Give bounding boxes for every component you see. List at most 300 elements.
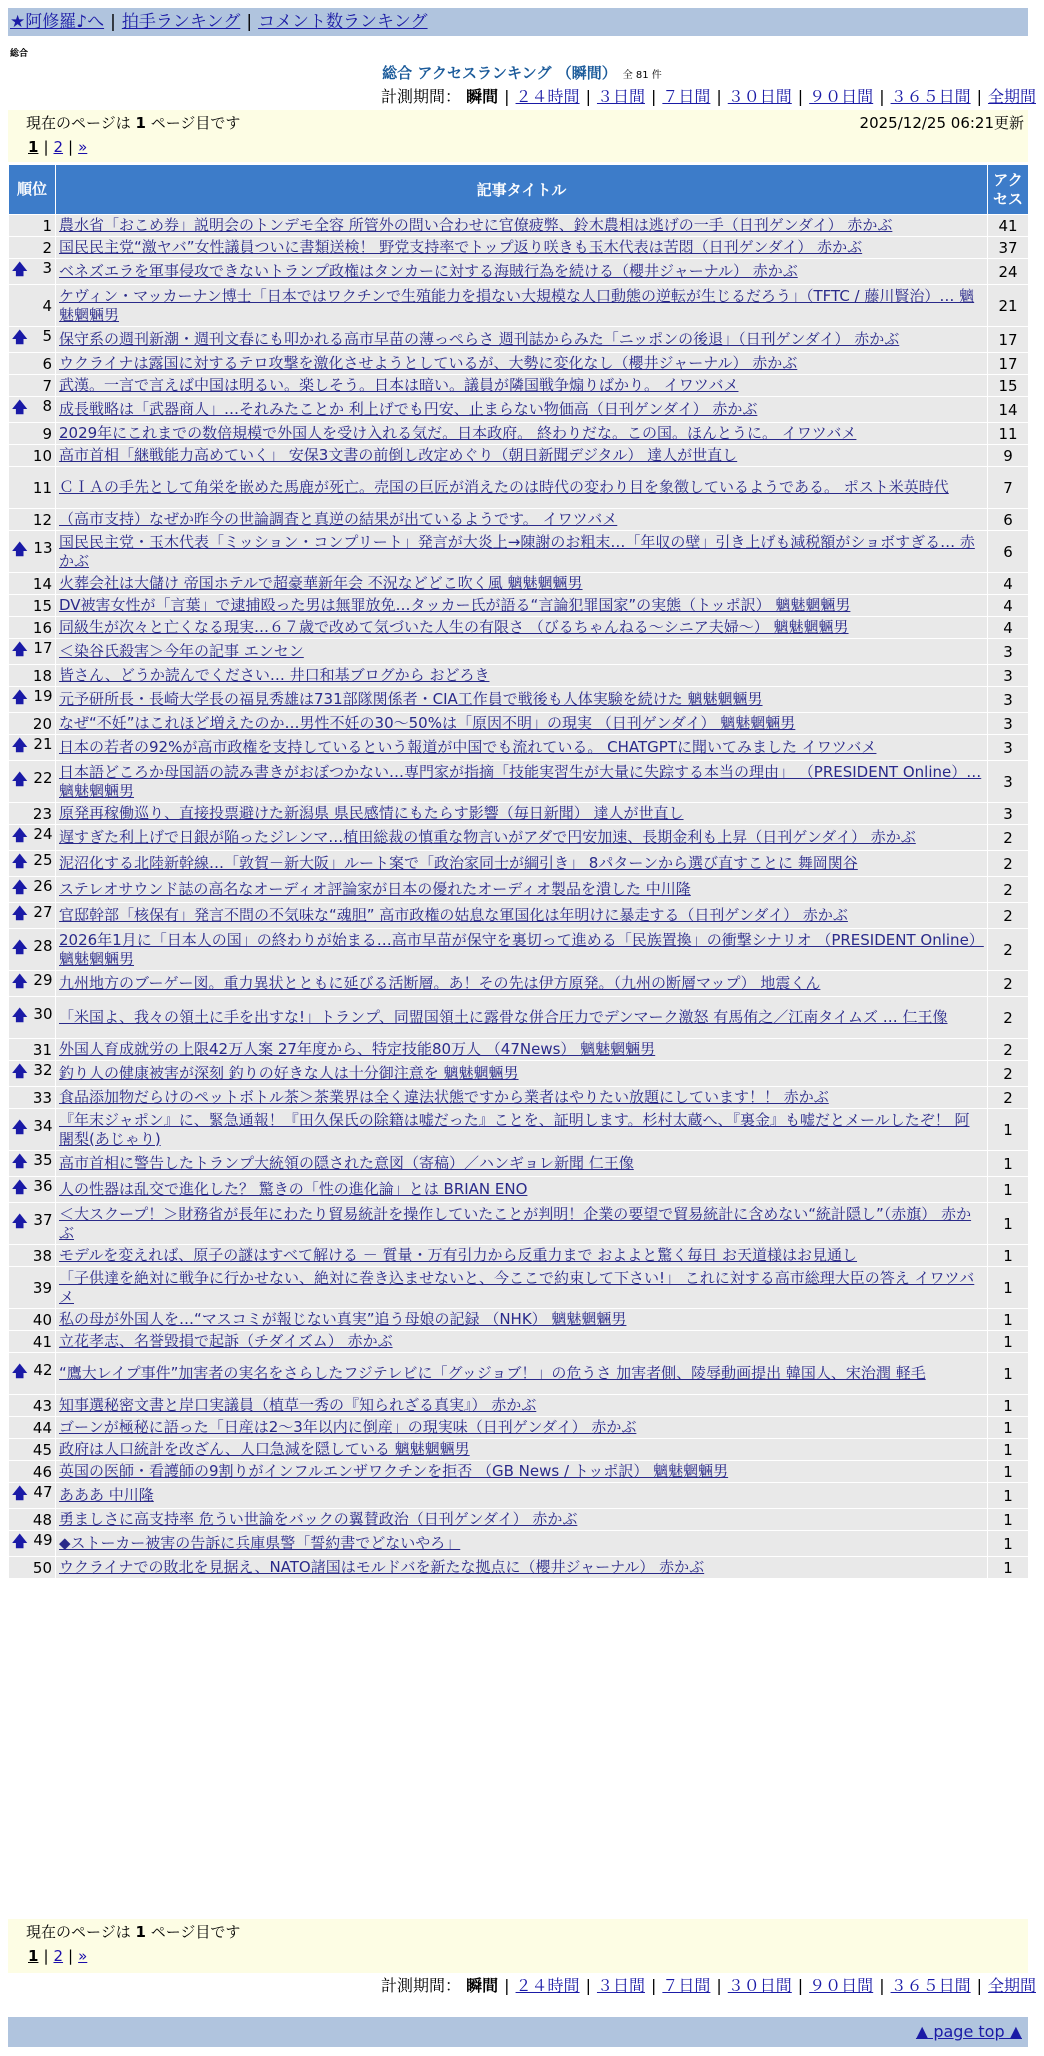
title-cell — [56, 327, 988, 353]
article-title-link[interactable]: 元予研所長・長崎大学長の福見秀雄は731部隊関係者・CIA工作員で戦後も人体実験を続けた 魑魅魍魎男 — [59, 690, 763, 708]
rank-up-arrow-icon: 🡅 — [12, 640, 28, 658]
rank-up-arrow-icon: 🡅 — [12, 1152, 28, 1170]
rank-up-arrow-icon: 🡅 — [12, 904, 28, 922]
access-count: 1 — [988, 1531, 1029, 1557]
rank-cell — [9, 1267, 56, 1309]
period-separator: | — [585, 1976, 591, 1995]
title-cell — [56, 687, 988, 713]
article-title-link[interactable]: あああ 中川隆 — [59, 1486, 154, 1504]
access-count: 3 — [988, 761, 1029, 803]
page-text-post: ページ目です — [150, 1923, 241, 1941]
rank-up-arrow-icon: 🡅 — [12, 540, 28, 558]
ranking-table — [8, 164, 1029, 1579]
rank-cell — [9, 285, 56, 327]
access-count: 1 — [988, 1309, 1029, 1331]
article-title-link[interactable]: 火葬会社は大儲け 帝国ホテルで超豪華新年会 不況などどこ吹く風 魑魅魍魎男 — [59, 574, 583, 592]
access-count: 3 — [988, 803, 1029, 825]
comment-ranking-link[interactable]: コメント数ランキング — [258, 12, 428, 32]
rank-cell — [9, 665, 56, 687]
ranking-title: 総合 アクセスランキング （瞬間） — [382, 64, 617, 82]
article-title-link[interactable]: ＜染谷氏殺害＞今年の記事 エンセン — [59, 642, 304, 660]
access-count: 37 — [988, 237, 1029, 259]
rank-cell — [9, 639, 56, 665]
table-row — [9, 1309, 1029, 1331]
article-title-link[interactable]: 政府は人口統計を改ざん、人口急減を隠している 魑魅魍魎男 — [59, 1440, 470, 1458]
article-title-link[interactable]: 泥沼化する北陸新幹線…「敦賀－新大阪」ルート案で「政治家同士が綱引き」 8パターンから選び直すことに 舞岡関谷 — [59, 854, 858, 872]
title-cell — [56, 573, 988, 595]
title-cell — [56, 595, 988, 617]
title-cell — [56, 1483, 988, 1509]
table-row — [9, 997, 1029, 1039]
table-row — [9, 713, 1029, 735]
title-cell — [56, 971, 988, 997]
title-cell — [56, 903, 988, 929]
article-title-link[interactable]: ウクライナは露国に対するテロ攻撃を激化させようとしているが、大勢に変化なし（櫻井ジャーナル） 赤かぶ — [59, 354, 798, 372]
nav-separator: | — [110, 12, 116, 32]
rank-number: 20 — [32, 714, 52, 733]
access-count: 1 — [988, 1203, 1029, 1245]
period-separator: | — [504, 87, 510, 106]
access-count: 2 — [988, 825, 1029, 851]
rank-number: 28 — [33, 937, 53, 955]
article-title-link[interactable]: 『年末ジャポン』に、緊急通報！『田久保氏の除籍は嘘だった』ことを、証明します。杉村太蔵へ、『裏金』も嘘だとメールしたぞ！ 阿闍梨(あじゃり) — [59, 1110, 970, 1148]
title-cell — [56, 423, 988, 445]
rank-cell — [9, 1557, 56, 1579]
table-row — [9, 665, 1029, 687]
period-separator: | — [797, 1976, 804, 1995]
period-link[interactable]: 全期間 — [987, 87, 1036, 106]
rank-cell — [9, 803, 56, 825]
table-row — [9, 687, 1029, 713]
period-link[interactable]: 全期間 — [987, 1976, 1036, 1995]
article-title-link[interactable]: 立花孝志、名誉毀損で起訴（チダイズム） 赤かぶ — [59, 1332, 393, 1350]
rank-number: 45 — [32, 1440, 52, 1459]
access-count: 3 — [988, 639, 1029, 665]
article-title-link[interactable]: ケヴィン・マッカーナン博士「日本ではワクチンで生殖能力を損ない大規模な人口動態の逆転が生じるだろう」（TFTC / 藤川賢治）… 魑魅魍魎男 — [59, 286, 975, 324]
page-text-pre: 現在のページは — [26, 114, 131, 132]
title-cell — [56, 1353, 988, 1395]
rank-up-arrow-icon: 🡅 — [12, 736, 28, 754]
table-row — [9, 825, 1029, 851]
title-cell — [56, 1245, 988, 1267]
article-title-link[interactable]: 私の母が外国人を…“マスコミが報じない真実”追う母娘の記録 （NHK） 魑魅魍魎男 — [59, 1310, 627, 1328]
page-2-link[interactable]: 2 — [53, 1947, 64, 1965]
title-cell — [56, 617, 988, 639]
article-title-link[interactable]: 英国の医師・看護師の9割りがインフルエンザワクチンを拒否 （GB News / トッポ訳） 魑魅魍魎男 — [59, 1462, 729, 1480]
article-title-link[interactable]: モデルを変えれば、原子の謎はすべて解ける － 質量・万有引力から反重力まで およよと驚く毎日 お天道様はお見通し — [59, 1246, 858, 1264]
period-link[interactable]: ３６５日間 — [890, 87, 971, 106]
period-separator: | — [879, 87, 885, 106]
period-separator: | — [976, 87, 982, 106]
page-separator: | — [43, 138, 49, 156]
title-cell — [56, 1109, 988, 1151]
rank-cell — [9, 1531, 56, 1557]
rank-number: 46 — [32, 1462, 52, 1481]
article-title-link[interactable]: 日本の若者の92%が高市政権を支持しているという報道が中国でも流れている。 CHATGPTに聞いてみました イワツバメ — [59, 738, 877, 756]
rank-number: 17 — [33, 639, 53, 657]
title-cell — [56, 237, 988, 259]
period-separator: | — [650, 87, 657, 106]
title-cell — [56, 735, 988, 761]
nav-separator: | — [246, 12, 253, 32]
table-row — [9, 1039, 1029, 1061]
article-title-link[interactable]: 日本語どころか母国語の読み書きがおぼつかない…専門家が指摘「技能実習生が大量に失踪する本当の理由」 （PRESIDENT Online）… 魑魅魍魎男 — [59, 762, 982, 800]
title-cell — [56, 1267, 988, 1309]
col-title-header: 記事タイトル — [56, 165, 988, 215]
title-cell — [56, 1331, 988, 1353]
rank-number: 5 — [42, 327, 52, 345]
table-row — [9, 445, 1029, 467]
table-row — [9, 1267, 1029, 1309]
table-row — [9, 1557, 1029, 1579]
rank-number: 29 — [33, 971, 53, 989]
title-cell — [56, 445, 988, 467]
rank-cell — [9, 237, 56, 259]
table-row — [9, 285, 1029, 327]
rank-cell — [9, 713, 56, 735]
period-link[interactable]: ９０日間 — [809, 87, 874, 106]
access-count: 1 — [988, 1417, 1029, 1439]
rank-up-arrow-icon: 🡅 — [12, 878, 28, 896]
access-count: 2 — [988, 851, 1029, 877]
period-separator: | — [585, 87, 591, 106]
article-title-link[interactable]: 高市首相「継戦能力高めていく」 安保3文書の前倒し改定めぐり（朝日新聞デジタル） 達人が世直し — [59, 446, 738, 464]
article-title-link[interactable]: 2029年にこれまでの数倍規模で外国人を受け入れる気だ。日本政府。 終わりだな。この国。ほんとうに。 イワツバメ — [59, 424, 857, 442]
table-row — [9, 1331, 1029, 1353]
access-count: 1 — [988, 1151, 1029, 1177]
rank-cell — [9, 997, 56, 1039]
period-selector-bottom — [381, 1975, 1036, 1997]
access-count: 1 — [988, 1245, 1029, 1267]
rank-cell — [9, 397, 56, 423]
rank-cell — [9, 1417, 56, 1439]
col-rank-header: 順位 — [9, 165, 56, 215]
access-count: 1 — [988, 1461, 1029, 1483]
access-count: 1 — [988, 1331, 1029, 1353]
rank-number: 34 — [33, 1117, 53, 1135]
rank-number: 13 — [33, 539, 53, 557]
rank-cell — [9, 573, 56, 595]
table-row — [9, 1439, 1029, 1461]
period-link[interactable]: ９０日間 — [809, 1976, 874, 1995]
rank-number: 40 — [32, 1310, 52, 1329]
next-page-link[interactable]: » — [78, 138, 88, 156]
rank-number: 6 — [42, 354, 52, 373]
access-count: 4 — [988, 573, 1029, 595]
rank-up-arrow-icon: 🡅 — [12, 1118, 28, 1136]
period-current: 瞬間 — [466, 1976, 499, 1995]
access-count: 1 — [988, 1439, 1029, 1461]
article-title-link[interactable]: 原発再稼働巡り、直接投票避けた新潟県 県民感情にもたらす影響（毎日新聞） 達人が世直し — [59, 804, 684, 822]
title-cell — [56, 509, 988, 531]
table-row — [9, 735, 1029, 761]
access-count: 2 — [988, 1087, 1029, 1109]
current-page-number: 1 — [135, 1923, 146, 1941]
article-title-link[interactable]: 国民民主党・玉木代表「ミッション・コンプリート」発言が大炎上→陳謝のお粗末…「年収の壁」引き上げも減税額がショボすぎる… 赤かぶ — [59, 532, 975, 570]
rank-up-arrow-icon: 🡅 — [12, 328, 28, 346]
page-title — [0, 62, 1044, 83]
period-separator: | — [797, 87, 804, 106]
rank-cell — [9, 971, 56, 997]
period-link[interactable]: ３６５日間 — [890, 1976, 971, 1995]
rank-number: 11 — [32, 478, 52, 497]
access-count: 3 — [988, 713, 1029, 735]
rank-up-arrow-icon: 🡅 — [12, 1006, 28, 1024]
title-cell — [56, 713, 988, 735]
article-title-link[interactable]: ベネズエラを軍事侵攻できないトランプ政権はタンカーに対する海賊行為を続ける（櫻井ジャーナル） 赤かぶ — [59, 262, 798, 280]
period-link[interactable]: ７日間 — [662, 87, 711, 106]
article-title-link[interactable]: 釣り人の健康被害が深刻 釣りの好きな人は十分御注意を 魑魅魍魎男 — [59, 1064, 519, 1082]
title-cell — [56, 259, 988, 285]
period-separator: | — [976, 1976, 982, 1995]
article-title-link[interactable]: 武漢。一言で言えば中国は明るい。楽しそう。日本は暗い。議員が隣国戦争煽りばかり。 イワツバメ — [59, 376, 739, 394]
rank-cell — [9, 1245, 56, 1267]
rank-up-arrow-icon: 🡅 — [12, 1362, 28, 1380]
article-title-link[interactable]: 食品添加物だらけのペットボトル茶＞茶業界は全く違法状態ですから業者はやりたい放題にしています！！ 赤かぶ — [59, 1088, 829, 1106]
rank-up-arrow-icon: 🡅 — [12, 852, 28, 870]
home-link[interactable]: ★阿修羅♪へ — [10, 12, 105, 32]
period-label: 計測期間： — [381, 1976, 462, 1995]
article-title-link[interactable]: 知事選秘密文書と岸口実議員（植草一秀の『知られざる真実』） 赤かぶ — [59, 1396, 537, 1414]
page-1: 1 — [28, 1947, 39, 1965]
rank-cell — [9, 531, 56, 573]
title-cell — [56, 1509, 988, 1531]
period-link[interactable]: ２４時間 — [515, 1976, 580, 1995]
rank-up-arrow-icon: 🡅 — [12, 1212, 28, 1230]
rank-up-arrow-icon: 🡅 — [12, 770, 28, 788]
pagination — [28, 1947, 87, 1965]
rank-number: 44 — [32, 1418, 52, 1437]
top-nav-bar — [8, 8, 1028, 36]
article-title-link[interactable]: 勇ましさに高支持率 危うい世論をバックの翼賛政治（日刊ゲンダイ） 赤かぶ — [59, 1510, 578, 1528]
period-selector-top — [381, 86, 1036, 108]
article-title-link[interactable]: ◆ストーカー被害の告訴に兵庫県警「誓約書でどないやろ」 — [59, 1534, 461, 1552]
article-title-link[interactable]: 皆さん、どうか読んでください… 井口和基ブログから おどろき — [59, 666, 490, 684]
updated-timestamp: 2025/12/25 06:21更新 — [859, 114, 1024, 132]
table-row — [9, 1087, 1029, 1109]
rank-number: 24 — [33, 825, 53, 843]
table-row — [9, 971, 1029, 997]
access-count: 21 — [988, 285, 1029, 327]
table-row — [9, 877, 1029, 903]
applause-ranking-link[interactable]: 拍手ランキング — [121, 12, 241, 32]
period-separator: | — [716, 1976, 722, 1995]
article-title-link[interactable]: DV被害女性が「言葉」で逮捕殴った男は無罪放免…タッカー氏が語る“言論犯罪国家”の実態（トッポ訳） 魑魅魍魎男 — [59, 596, 851, 614]
period-link[interactable]: ３日間 — [596, 87, 645, 106]
article-title-link[interactable]: “鷹大レイプ事件”加害者の実名をさらしたフジテレビに「グッジョブ！」の危うさ 加害者側、陵辱動画提出 韓国人、宋治潤 軽毛 — [59, 1364, 926, 1382]
article-title-link[interactable]: 「子供達を絶対に戦争に行かせない、絶対に巻き込ませないと、今ここで約束して下さい!」 これに対する高市総理大臣の答え イワツバメ — [59, 1268, 975, 1306]
page-text-post: ページ目です — [150, 114, 241, 132]
period-label: 計測期間： — [381, 87, 462, 106]
table-row — [9, 1203, 1029, 1245]
rank-up-arrow-icon: 🡅 — [12, 1178, 28, 1196]
rank-cell — [9, 735, 56, 761]
article-title-link[interactable]: 人の性器は乱交で進化した？ 驚きの「性の進化論」とは BRIAN ENO — [59, 1180, 528, 1198]
rank-number: 30 — [33, 1005, 53, 1023]
rank-number: 19 — [33, 687, 53, 705]
pager-bottom — [8, 1919, 1028, 1973]
rank-cell — [9, 1509, 56, 1531]
access-count: 3 — [988, 735, 1029, 761]
title-cell — [56, 467, 988, 509]
article-title-link[interactable]: 農水省「おこめ券」説明会のトンデモ全容 所管外の問い合わせに官僚疲弊、鈴木農相は逃げの一手（日刊ゲンダイ） 赤かぶ — [59, 216, 893, 234]
rank-cell — [9, 1483, 56, 1509]
access-count: 17 — [988, 353, 1029, 375]
rank-cell — [9, 1087, 56, 1109]
article-title-link[interactable]: 国民民主党“激ヤバ”女性議員ついに書類送検！ 野党支持率でトップ返り咲きも玉木代表は苦悶（日刊ゲンダイ） 赤かぶ — [59, 238, 863, 256]
table-row — [9, 467, 1029, 509]
title-cell — [56, 215, 988, 237]
rank-number: 49 — [33, 1531, 53, 1549]
period-link[interactable]: ３日間 — [596, 1976, 645, 1995]
article-title-link[interactable]: 2026年1月に「日本人の国」の終わりが始まる…高市早苗が保守を裏切って進める「民族置換」の衝撃シナリオ （PRESIDENT Online） 魑魅魍魎男 — [59, 930, 984, 968]
rank-number: 14 — [32, 574, 52, 593]
rank-cell — [9, 1061, 56, 1087]
article-title-link[interactable]: 保守系の週刊新潮・週刊文春にも叩かれる高市早苗の薄っぺらさ 週刊誌からみた「ニッポンの後退」（日刊ゲンダイ） 赤かぶ — [59, 330, 900, 348]
rank-cell — [9, 259, 56, 285]
period-link[interactable]: ３０日間 — [727, 87, 792, 106]
table-row — [9, 1151, 1029, 1177]
page-top-link[interactable]: ▲ page top ▲ — [915, 2022, 1022, 2041]
rank-number: 12 — [32, 510, 52, 529]
article-title-link[interactable]: 九州地方のブーゲー図。重力異状とともに延びる活断層。あ！その先は伊方原発。（九州の断層マップ） 地震くん — [59, 974, 821, 992]
rank-cell — [9, 1353, 56, 1395]
title-cell — [56, 531, 988, 573]
article-title-link[interactable]: ウクライナでの敗北を見据え、NATO諸国はモルドバを新たな拠点に（櫻井ジャーナル） 赤かぶ — [59, 1558, 705, 1576]
rank-number: 23 — [32, 804, 52, 823]
page-text-pre: 現在のページは — [26, 1923, 131, 1941]
title-cell — [56, 1061, 988, 1087]
access-count: 2 — [988, 903, 1029, 929]
access-count: 41 — [988, 215, 1029, 237]
title-cell — [56, 1151, 988, 1177]
title-cell — [56, 397, 988, 423]
table-row — [9, 215, 1029, 237]
title-cell — [56, 1531, 988, 1557]
rank-number: 21 — [33, 735, 53, 753]
rank-number: 50 — [32, 1558, 52, 1577]
title-cell — [56, 825, 988, 851]
rank-cell — [9, 1177, 56, 1203]
table-row — [9, 1061, 1029, 1087]
rank-number: 37 — [33, 1211, 53, 1229]
title-cell — [56, 1039, 988, 1061]
rank-cell — [9, 1109, 56, 1151]
rank-number: 4 — [42, 296, 52, 315]
rank-cell — [9, 467, 56, 509]
table-row — [9, 639, 1029, 665]
table-row — [9, 353, 1029, 375]
title-cell — [56, 1439, 988, 1461]
title-cell — [56, 1395, 988, 1417]
title-cell — [56, 851, 988, 877]
table-row — [9, 259, 1029, 285]
access-count: 2 — [988, 1061, 1029, 1087]
table-row — [9, 397, 1029, 423]
table-row — [9, 1531, 1029, 1557]
rank-up-arrow-icon: 🡅 — [12, 1484, 28, 1502]
rank-number: 27 — [33, 903, 53, 921]
article-title-link[interactable]: 高市首相に警告したトランプ大統領の隠された意図（寄稿）／ハンギョレ新聞 仁王像 — [59, 1154, 634, 1172]
rank-cell — [9, 617, 56, 639]
period-link[interactable]: ７日間 — [662, 1976, 711, 1995]
article-title-link[interactable]: ゴーンが極秘に語った「日産は2～3年以内に倒産」の現実味（日刊ゲンダイ） 赤かぶ — [59, 1418, 637, 1436]
rank-cell — [9, 423, 56, 445]
article-title-link[interactable]: なぜ“不妊”はこれほど増えたのか…男性不妊の30～50%は「原因不明」の現実 （日刊ゲンダイ） 魑魅魍魎男 — [59, 714, 796, 732]
access-count: 2 — [988, 877, 1029, 903]
period-current: 瞬間 — [466, 87, 499, 106]
table-row — [9, 1483, 1029, 1509]
rank-number: 22 — [33, 769, 53, 787]
title-cell — [56, 761, 988, 803]
rank-cell — [9, 929, 56, 971]
pagination — [28, 138, 87, 156]
rank-cell — [9, 215, 56, 237]
title-cell — [56, 1177, 988, 1203]
article-title-link[interactable]: 外国人育成就労の上限42万人案 27年度から、特定技能80万人 （47News） 魑魅魍魎男 — [59, 1040, 656, 1058]
access-count: 1 — [988, 1395, 1029, 1417]
article-title-link[interactable]: 官邸幹部「核保有」発言不問の不気味な“魂胆” 高市政権の姑息な軍国化は年明けに暴走する（日刊ゲンダイ） 赤かぶ — [59, 906, 848, 924]
rank-cell — [9, 509, 56, 531]
article-title-link[interactable]: ステレオサウンド誌の高名なオーディオ評論家が日本の優れたオーディオ製品を潰した 中川隆 — [59, 880, 691, 898]
access-count: 17 — [988, 327, 1029, 353]
rank-up-arrow-icon: 🡅 — [12, 260, 28, 278]
rank-cell — [9, 1395, 56, 1417]
article-title-link[interactable]: 「米国よ、我々の領土に手を出すな!」トランプ、同盟国領土に露骨な併合圧力でデンマーク激怒 有馬侑之／江南タイムズ … 仁王像 — [59, 1008, 948, 1026]
next-page-link[interactable]: » — [78, 1947, 88, 1965]
rank-cell — [9, 761, 56, 803]
title-cell — [56, 639, 988, 665]
period-link[interactable]: ３０日間 — [727, 1976, 792, 1995]
access-count: 1 — [988, 1109, 1029, 1151]
rank-cell — [9, 1461, 56, 1483]
article-title-link[interactable]: 遅すぎた利上げで日銀が陥ったジレンマ…植田総裁の慎重な物言いがアダで円安加速、長期金利も上昇（日刊ゲンダイ） 赤かぶ — [59, 828, 916, 846]
period-separator: | — [879, 1976, 885, 1995]
rank-up-arrow-icon: 🡅 — [12, 688, 28, 706]
period-link[interactable]: ２４時間 — [515, 87, 580, 106]
table-row — [9, 595, 1029, 617]
article-title-link[interactable]: 同級生が次々と亡くなる現実…６７歳で改めて気づいた人生の有限さ （びるちゃんねる～シニア夫婦～） 魑魅魍魎男 — [59, 618, 849, 636]
table-row — [9, 851, 1029, 877]
col-access-header: アクセス — [988, 165, 1029, 215]
page-2-link[interactable]: 2 — [53, 138, 64, 156]
rank-up-arrow-icon: 🡅 — [12, 398, 28, 416]
article-title-link[interactable]: ＜大スクープ！＞財務省が長年にわたり貿易統計を操作していたことが判明！企業の要望で貿易統計に含めない“統計隠し”（赤旗） 赤かぶ — [59, 1204, 972, 1242]
table-row — [9, 903, 1029, 929]
table-row — [9, 375, 1029, 397]
article-title-link[interactable]: （高市支持）なぜか昨今の世論調査と真逆の結果が出ているようです。 イワツバメ — [59, 510, 618, 528]
rank-cell — [9, 327, 56, 353]
access-count: 2 — [988, 997, 1029, 1039]
title-cell — [56, 1309, 988, 1331]
rank-number: 8 — [42, 397, 52, 415]
rank-number: 7 — [42, 376, 52, 395]
rank-number: 26 — [33, 877, 53, 895]
article-title-link[interactable]: 成長戦略は「武器商人」…それみたことか 利上げでも円安、止まらない物価高（日刊ゲンダイ） 赤かぶ — [59, 400, 758, 418]
page-separator: | — [68, 1947, 74, 1965]
rank-up-arrow-icon: 🡅 — [12, 826, 28, 844]
access-count: 1 — [988, 1267, 1029, 1309]
rank-number: 47 — [33, 1483, 53, 1501]
access-count: 15 — [988, 375, 1029, 397]
total-count: 全 81 件 — [622, 70, 662, 81]
title-cell — [56, 285, 988, 327]
current-page-text — [26, 112, 240, 133]
article-title-link[interactable]: ＣＩＡの手先として角栄を嵌めた馬鹿が死亡。売国の巨匠が消えたのは時代の変わり目を象徴しているようである。 ポスト米英時代 — [59, 478, 949, 496]
rank-number: 9 — [42, 424, 52, 443]
access-count: 1 — [988, 1177, 1029, 1203]
access-count: 3 — [988, 665, 1029, 687]
